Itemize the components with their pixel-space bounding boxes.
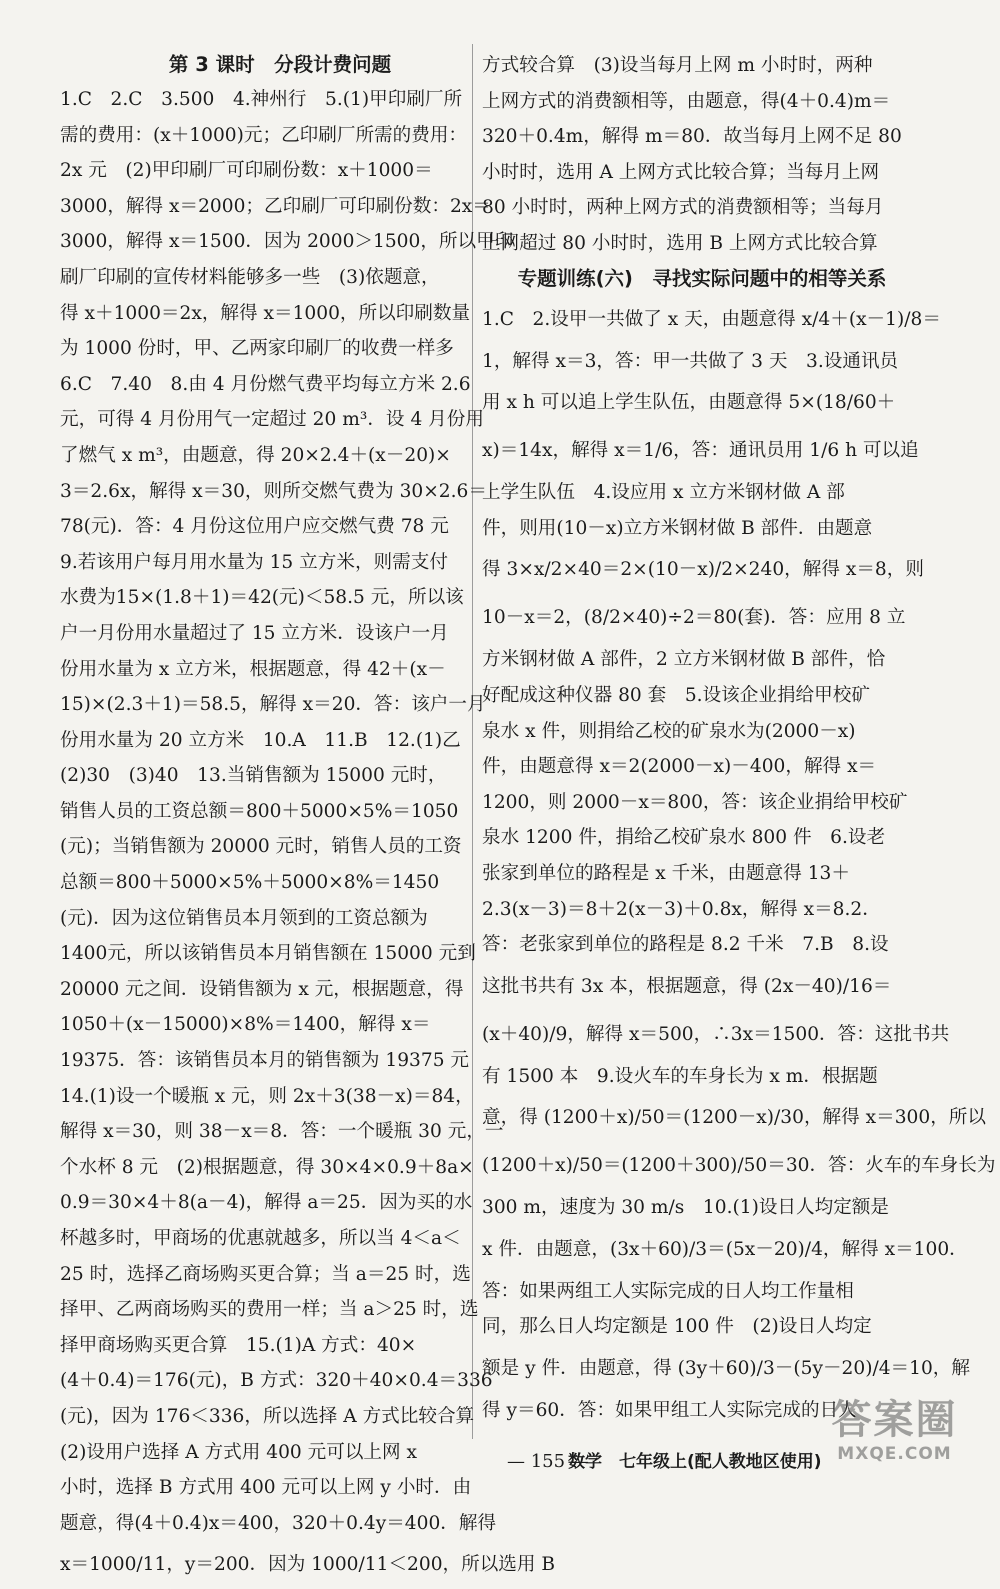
text-line: (1200＋x)/50＝(1200＋300)/50＝30．答：火车的车身长为 [482, 1155, 996, 1177]
text-line: 方式较合算 (3)设当每月上网 m 小时时，两种 [482, 55, 873, 76]
text-line: 0.9＝30×4＋8(a－4)，解得 a＝25．因为买的水 [60, 1192, 473, 1214]
text-line: x)＝14x，解得 x＝1/6，答：通讯员用 1/6 h 可以追 [482, 440, 919, 462]
text-line: (4＋0.4)＝176(元)，B 方式：320＋40×0.4＝336 [60, 1370, 493, 1392]
text-line: (元)；当销售额为 20000 元时，销售人员的工资 [60, 836, 462, 858]
text-line: 份用水量为 x 立方米，根据题意，得 42＋(x－ [60, 658, 446, 680]
text-line: (2)30 (3)40 13.当销售额为 15000 元时， [60, 765, 447, 787]
text-line: 答：如果两组工人实际完成的日人均工作量相 [482, 1280, 854, 1302]
text-line: 得 y＝60．答：如果甲组工人实际完成的日人 [482, 1400, 857, 1422]
text-line: 元，可得 4 月份用气一定超过 20 m³．设 4 月份用 [60, 409, 484, 431]
text-line: 15)×(2.3＋1)＝58.5，解得 x＝20．答：该户一月 [60, 694, 486, 716]
text-line: 10－x＝2，(8/2×40)÷2＝80(套)．答：应用 8 立 [482, 607, 906, 629]
text-line: 9.若该用户每月用水量为 15 立方米，则需支付 [60, 551, 448, 573]
section-title-left: 第 3 课时 分段计费问题 [168, 53, 392, 76]
watermark-logo [807, 1397, 982, 1475]
text-line: 同，那么日人均定额是 100 件 (2)设日人均定 [482, 1316, 872, 1338]
text-line: 总额＝800＋5000×5%＋5000×8%＝1450 [60, 872, 440, 894]
text-line: 小时时，选用 A 上网方式比较合算；当每月上网 [482, 161, 880, 183]
text-line: 得 x＋1000＝2x，解得 x＝1000，所以印刷数量 [60, 302, 471, 324]
text-line: 泉水 1200 件，捐给乙校矿泉水 800 件 6.设老 [482, 827, 886, 849]
text-line: 2x 元 (2)甲印刷厂可印刷份数：x＋1000＝ [60, 160, 433, 182]
text-line: 这批书共有 3x 本，根据题意，得 (2x－40)/16＝ [482, 975, 892, 997]
text-line: 好配成这种仪器 80 套 5.设该企业捐给甲校矿 [482, 684, 870, 706]
text-line: 方米钢材做 A 部件，2 立方米钢材做 B 部件，恰 [482, 649, 886, 671]
watermark-url: MXQE.COM [837, 1444, 952, 1464]
text-line: 为 1000 份时，甲、乙两家印刷厂的收费一样多 [60, 338, 454, 360]
text-line: 销售人员的工资总额＝800＋5000×5%＝1050 [60, 800, 459, 822]
text-line: 上网方式的消费额相等，由题意，得(4＋0.4)m＝ [482, 90, 891, 112]
text-line: (2)设用户选择 A 方式用 400 元可以上网 x [60, 1441, 418, 1463]
text-line: 意，得 (1200＋x)/50＝(1200－x)/30，解得 x＝300，所以 [482, 1107, 986, 1129]
text-line: 得 3×x/2×40＝2×(10－x)/2×240，解得 x＝8，则 [482, 559, 924, 581]
watermark-logo-text: 答案圈 [831, 1397, 958, 1443]
text-line: 1400元，所以该销售员本月销售额在 15000 元到 [60, 943, 476, 965]
text-line: 3000，解得 x＝1500．因为 2000＞1500，所以甲印 [60, 231, 514, 253]
text-line: 解得 x＝30，则 38－x＝8．答：一个暖瓶 30 元，一 [60, 1121, 504, 1143]
text-line: 小时，选择 B 方式用 400 元可以上网 y 小时．由 [60, 1477, 472, 1499]
text-line: 杯越多时，甲商场的优惠就越多，所以当 4＜a＜ [60, 1228, 461, 1249]
text-line: 19375．答：该销售员本月的销售额为 19375 元 [60, 1050, 470, 1072]
text-line: 了燃气 x m³，由题意，得 20×2.4＋(x－20)× [60, 444, 451, 466]
text-line: 答：老张家到单位的路程是 8.2 千米 7.B 8.设 [482, 934, 889, 956]
text-line: 300 m，速度为 30 m/s 10.(1)设日人均定额是 [482, 1197, 889, 1219]
text-line: (元)，因为 176＜336，所以选择 A 方式比较合算 [60, 1405, 475, 1427]
text-line: 题意，得(4＋0.4)x＝400，320＋0.4y＝400．解得 [60, 1512, 497, 1534]
text-line: 3＝2.6x，解得 x＝30，则所交燃气费为 30×2.6＝ [60, 480, 487, 502]
text-line: 需的费用：(x＋1000)元；乙印刷厂所需的费用： [60, 124, 468, 146]
text-line: 件，由题意得 x＝2(2000－x)－400，解得 x＝ [482, 756, 877, 778]
text-line: 3000，解得 x＝2000；乙印刷厂可印刷份数：2x＝ [60, 195, 491, 217]
text-line: 张家到单位的路程是 x 千米，由题意得 13＋ [482, 862, 850, 884]
text-line: 1200，则 2000－x＝800，答：该企业捐给甲校矿 [482, 791, 908, 813]
text-line: 78(元)．答：4 月份这位用户应交燃气费 78 元 [60, 516, 449, 538]
text-line: 有 1500 本 9.设火车的车身长为 x m．根据题 [482, 1065, 878, 1087]
right-top-lines [482, 48, 922, 262]
text-line: 额是 y 件．由题意，得 (3y＋60)/3－(5y－20)/4＝10，解 [482, 1358, 970, 1380]
text-line: 2.3(x－3)＝8＋2(x－3)＋0.8x，解得 x＝8.2． [482, 898, 881, 920]
text-line: 上学生队伍 4.设应用 x 立方米钢材做 A 部 [482, 482, 845, 504]
subject-label: 数学 七年级上(配人教地区使用) [568, 1452, 822, 1472]
text-line: 份用水量为 20 立方米 10.A 11.B 12.(1)乙 [60, 729, 461, 751]
text-line: x 件．由题意，(3x＋60)/3＝(5x－20)/4，解得 x＝100． [482, 1238, 968, 1260]
text-line: 择甲商场购买更合算 15.(1)A 方式：40× [60, 1334, 417, 1356]
text-line: 刷厂印刷的宣传材料能够多一些 (3)依题意， [60, 266, 440, 288]
text-line: (元)．因为这位销售员本月领到的工资总额为 [60, 907, 428, 929]
text-line: 个水杯 8 元 (2)根据题意，得 30×4×0.9＋8a× [60, 1156, 474, 1178]
text-line: 320＋0.4m，解得 m＝80．故当每月上网不足 80 [482, 126, 902, 148]
text-line: 上网超过 80 小时时，选用 B 上网方式比较合算 [482, 232, 878, 254]
page-number: — 155 — [507, 1451, 589, 1472]
text-line: 25 时，选择乙商场购买更合算；当 a＝25 时，选 [60, 1263, 471, 1285]
text-line: x＝1000/11，y＝200．因为 1000/11＜200，所以选用 B [60, 1554, 556, 1576]
section-title-right: 专题训练(六) 寻找实际问题中的相等关系 [517, 266, 887, 290]
text-line: 14.(1)设一个暖瓶 x 元，则 2x＋3(38－x)＝84， [60, 1085, 474, 1107]
text-line: 6.C 7.40 8.由 4 月份燃气费平均每立方米 2.6 [60, 373, 471, 395]
text-line: 1，解得 x＝3，答：甲一共做了 3 天 3.设通讯员 [482, 350, 899, 372]
text-line: 泉水 x 件，则捐给乙校的矿泉水为(2000－x) [482, 720, 856, 742]
text-line: 1.C 2.C 3.500 4.神州行 5.(1)甲印刷厂所 [60, 89, 463, 110]
text-line: 择甲、乙两商场购买的费用一样；当 a＞25 时，选 [60, 1299, 479, 1321]
text-line: 20000 元之间．设销售额为 x 元，根据题意，得 [60, 978, 464, 1000]
text-line: 80 小时时，两种上网方式的消费额相等；当每月 [482, 197, 884, 219]
text-line: 件，则用(10－x)立方米钢材做 B 部件．由题意 [482, 517, 873, 539]
text-line: 户一月份用水量超过了 15 立方米．设该户一月 [60, 622, 449, 644]
text-line: 1.C 2.设甲一共做了 x 天，由题意得 x/4＋(x－1)/8＝ [482, 308, 941, 330]
text-line: 用 x h 可以追上学生队伍，由题意得 5×(18/60＋ [482, 392, 896, 414]
text-line: (x＋40)/9，解得 x＝500，∴3x＝1500．答：这批书共 [482, 1023, 950, 1045]
text-line: 水费为15×(1.8＋1)＝42(元)＜58.5 元，所以该 [60, 587, 464, 609]
text-line: 1050＋(x－15000)×8%＝1400，解得 x＝ [60, 1014, 431, 1036]
